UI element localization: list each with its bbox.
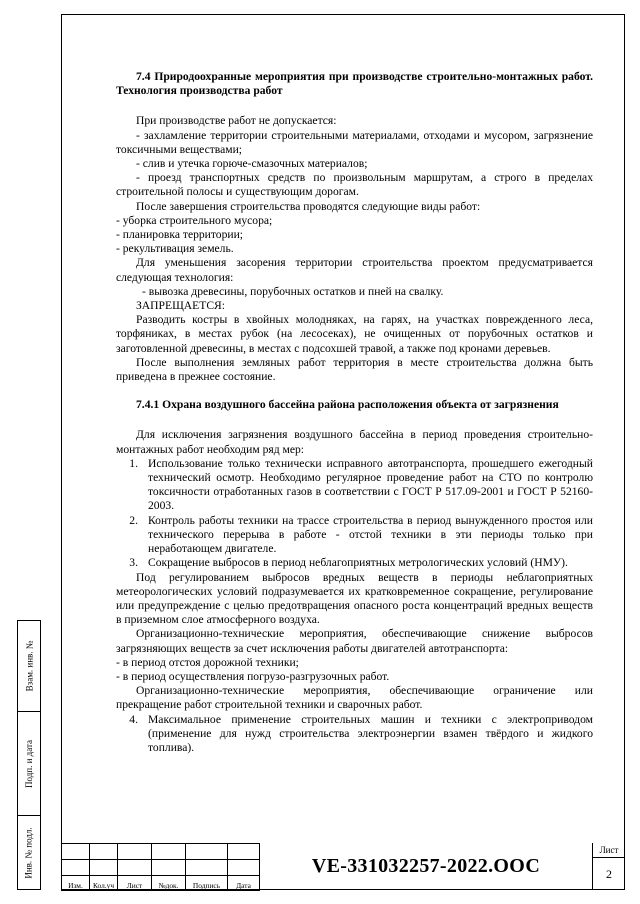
- subsection-heading: 7.4.1 Охрана воздушного бассейна района расположения объекта от загрязнения: [136, 398, 559, 412]
- sheet-label: Лист: [593, 843, 625, 858]
- side-strip-podp: [17, 712, 41, 816]
- side-label: Подп. и дата: [24, 739, 34, 788]
- title-block: [61, 843, 625, 890]
- col-ndok: №док.: [152, 876, 186, 891]
- paragraph: После завершения строительства проводятся следующие виды работ:: [136, 199, 481, 213]
- paragraph: При производстве работ не допускается:: [136, 114, 337, 128]
- list-item: 3. Сокращение выбросов в период неблагоприятных метрологических условий (НМУ).: [129, 556, 568, 570]
- paragraph: - планировка территории;: [116, 228, 244, 242]
- document-code: VE-331032257-2022.ООС: [259, 843, 593, 890]
- side-label: Взам. инв. №: [24, 640, 34, 692]
- paragraph: - слив и утечка горюче-смазочных материалов;: [136, 157, 368, 171]
- paragraph: - рекультивация земель.: [116, 242, 234, 256]
- paragraph: Организационно-технические мероприятия, обеспечивающие ограничение или прекращение работ строительной техники и сварочных работ.: [116, 684, 593, 712]
- col-list: Лист: [118, 876, 152, 891]
- list-item: 1. Использование только технически исправного автотранспорта, прошедшего ежегодный технический осмотр. Необходимо регулярное проведение работ на СТО по контролю токсичности отработанных газов в соответствии с ГОСТ Р 517.09-2001 и ГОСТ Р 52160-2003.: [129, 456, 593, 513]
- list-item: 2. Контроль работы техники на трассе строительства в период вынужденного простоя или технического перерыва в работе - отстой техники в эти периоды только при неработающем двигателе.: [129, 513, 593, 556]
- paragraph: - уборка строительного мусора;: [116, 213, 273, 227]
- section-heading: 7.4 Природоохранные мероприятия при производстве строительно-монтажных работ. Технология производства работ: [116, 70, 593, 98]
- numbered-list: [116, 457, 593, 571]
- paragraph: - проезд транспортных средств по произвольным маршрутам, а строго в пределах строительной полосы и существующим дорогам.: [116, 171, 593, 199]
- paragraph: Для уменьшения засорения территории строительства проектом предусматривается следующая технология:: [116, 256, 593, 284]
- revision-table: [61, 843, 260, 891]
- document-body: [116, 70, 593, 755]
- col-data: Дата: [228, 876, 260, 891]
- list-item: 4. Максимальное применение строительных машин и техники с электроприводом (применение для нужд строительства электроэнергии взамен твёрдого и жидкого топлива).: [129, 712, 593, 754]
- paragraph: После выполнения земляных работ территория в месте строительства должна быть приведена в прежнее состояние.: [116, 355, 593, 384]
- paragraph: - вывозка древесины, порубочных остатков и пней на свалку.: [142, 284, 444, 298]
- paragraph: - в период осуществления погрузо-разгрузочных работ.: [116, 669, 390, 683]
- paragraph: - в период отстоя дорожной техники;: [116, 655, 299, 669]
- paragraph: Организационно-технические мероприятия, обеспечивающие снижение выбросов загрязняющих веществ за счет исключения работы двигателей автотранспорта:: [116, 627, 593, 655]
- page-number: 2: [606, 867, 612, 881]
- col-izm: Изм.: [62, 876, 90, 891]
- paragraph: Разводить костры в хвойных молодняках, на гарях, на участках поврежденного леса, торфяниках, в местах рубок (на лесосеках), не очищенных от порубочных остатков и заготовленной древесины, в местах с подсохшей травой, а также под кронами деревьев.: [116, 313, 593, 355]
- paragraph: - захламление территории строительными материалами, отходами и мусором, загрязнение токсичными веществами;: [116, 128, 593, 156]
- paragraph: ЗАПРЕЩАЕТСЯ:: [136, 299, 226, 313]
- col-podpis: Подпись: [186, 876, 228, 891]
- numbered-list: [116, 713, 593, 756]
- side-strip-vzam: [17, 620, 41, 712]
- side-label: Инв. № подл.: [24, 826, 34, 879]
- paragraph: Под регулированием выбросов вредных веществ в периоды неблагоприятных метеорологических условий подразумевается их кратковременное сокращение, регулирование или предупреждение с целью предотвращения опасного роста концентраций вредных веществ в приземном слое атмосферного воздуха.: [116, 570, 593, 627]
- side-strip-inv: [17, 816, 41, 890]
- paragraph: Для исключения загрязнения воздушного бассейна в период проведения строительно-монтажных работ необходим ряд мер:: [116, 428, 593, 456]
- col-kolych: Кол.уч: [90, 876, 118, 891]
